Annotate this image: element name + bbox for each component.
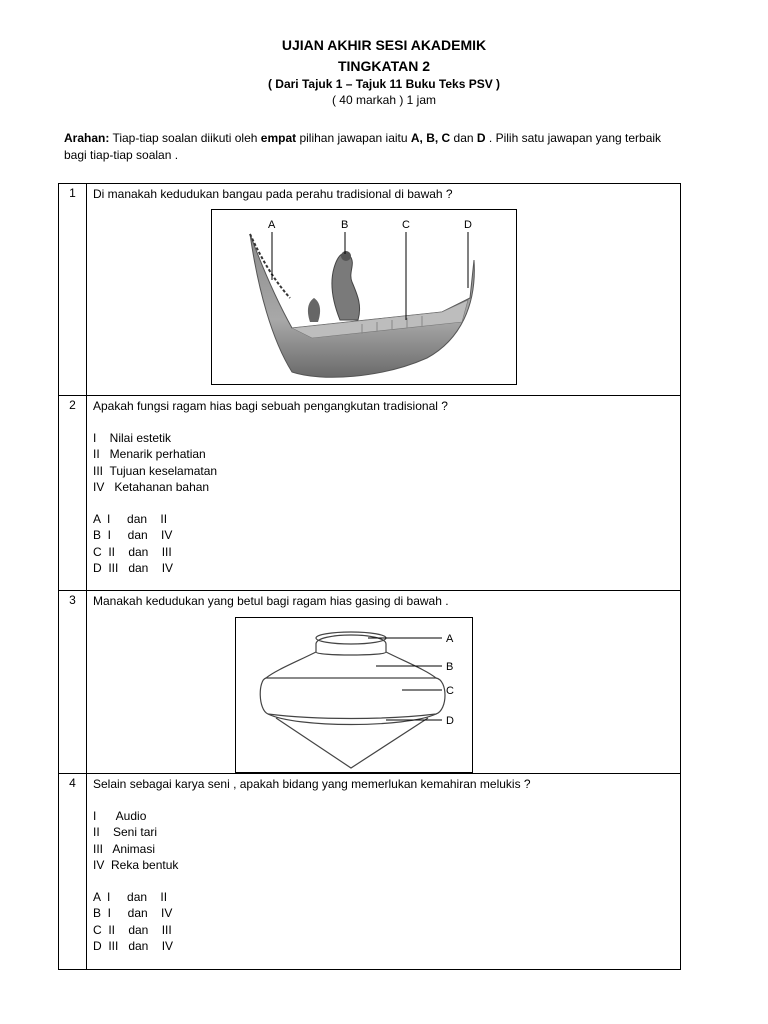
question-body bbox=[87, 591, 681, 774]
answer-choice: B I dan IV bbox=[93, 528, 173, 543]
question-body bbox=[87, 184, 681, 396]
exam-marks-time: ( 40 markah ) 1 jam bbox=[331, 93, 437, 107]
question-body bbox=[87, 396, 681, 591]
exam-title: UJIAN AKHIR SESI AKADEMIK bbox=[281, 37, 487, 53]
gasing-label-c: C bbox=[446, 685, 454, 697]
answer-choice: C II dan III bbox=[93, 922, 172, 937]
answer-choices bbox=[93, 889, 680, 954]
question-body bbox=[87, 774, 681, 970]
exam-level: TINGKATAN 2 bbox=[337, 58, 431, 74]
question-number: 4 bbox=[59, 774, 87, 970]
answer-choice: D III dan IV bbox=[93, 939, 174, 954]
answer-choice: D III dan IV bbox=[93, 561, 174, 576]
instructions-text-1: Tiap-tiap soalan diikuti oleh bbox=[109, 131, 261, 145]
answer-choices bbox=[93, 511, 680, 576]
instructions-choices: A, B, C bbox=[410, 131, 451, 145]
questions-table bbox=[58, 183, 681, 970]
traditional-boat-illustration bbox=[212, 210, 516, 384]
question-row bbox=[59, 396, 681, 591]
statement-item: IV Ketahanan bahan bbox=[93, 479, 210, 494]
instructions bbox=[64, 130, 684, 164]
boat-label-d: D bbox=[464, 219, 472, 231]
statement-list bbox=[93, 430, 680, 495]
exam-header bbox=[0, 36, 768, 108]
statement-item: IV Reka bentuk bbox=[93, 857, 179, 872]
instructions-text-3: dan bbox=[450, 131, 477, 145]
answer-choice: B I dan IV bbox=[93, 906, 173, 921]
statement-item: III Animasi bbox=[93, 841, 156, 856]
answer-choice: C II dan III bbox=[93, 544, 172, 559]
question-number: 2 bbox=[59, 396, 87, 591]
gasing-label-a: A bbox=[446, 633, 454, 645]
question-text: Apakah fungsi ragam hias bagi sebuah pengangkutan tradisional ? bbox=[93, 399, 448, 413]
gasing-top-illustration bbox=[236, 618, 472, 772]
question-row bbox=[59, 184, 681, 396]
instructions-text-2: pilihan jawapan iaitu bbox=[296, 131, 411, 145]
answer-choice: A I dan II bbox=[93, 512, 168, 527]
statement-item: I Nilai estetik bbox=[93, 431, 172, 445]
instructions-label: Arahan: bbox=[64, 131, 110, 145]
boat-label-c: C bbox=[402, 219, 410, 231]
boat-label-a: A bbox=[268, 219, 276, 231]
boat-label-b: B bbox=[341, 219, 349, 231]
question-row bbox=[59, 774, 681, 970]
statement-item: I Audio bbox=[93, 809, 147, 823]
statement-item: II Menarik perhatian bbox=[93, 447, 206, 462]
gasing-figure bbox=[235, 617, 473, 773]
instructions-bold-word: empat bbox=[260, 131, 297, 145]
question-row bbox=[59, 591, 681, 774]
gasing-label-d: D bbox=[446, 715, 454, 727]
question-number: 1 bbox=[59, 184, 87, 396]
question-text: Selain sebagai karya seni , apakah bidang yang memerlukan kemahiran melukis ? bbox=[93, 777, 531, 791]
question-number: 3 bbox=[59, 591, 87, 774]
gasing-label-b: B bbox=[446, 661, 454, 673]
statement-list bbox=[93, 808, 680, 873]
instructions-last-choice: D bbox=[476, 131, 486, 145]
question-text: Di manakah kedudukan bangau pada perahu tradisional di bawah ? bbox=[93, 187, 453, 201]
answer-choice: A I dan II bbox=[93, 890, 168, 905]
exam-scope: ( Dari Tajuk 1 – Tajuk 11 Buku Teks PSV ) bbox=[267, 77, 501, 91]
instructions-text-4: . Pilih satu jawapan yang terbaik bagi tiap-tiap soalan . bbox=[64, 131, 662, 162]
statement-item: II Seni tari bbox=[93, 825, 158, 840]
statement-item: III Tujuan keselamatan bbox=[93, 463, 218, 478]
boat-figure bbox=[211, 209, 517, 385]
question-text: Manakah kedudukan yang betul bagi ragam hias gasing di bawah . bbox=[93, 594, 449, 608]
